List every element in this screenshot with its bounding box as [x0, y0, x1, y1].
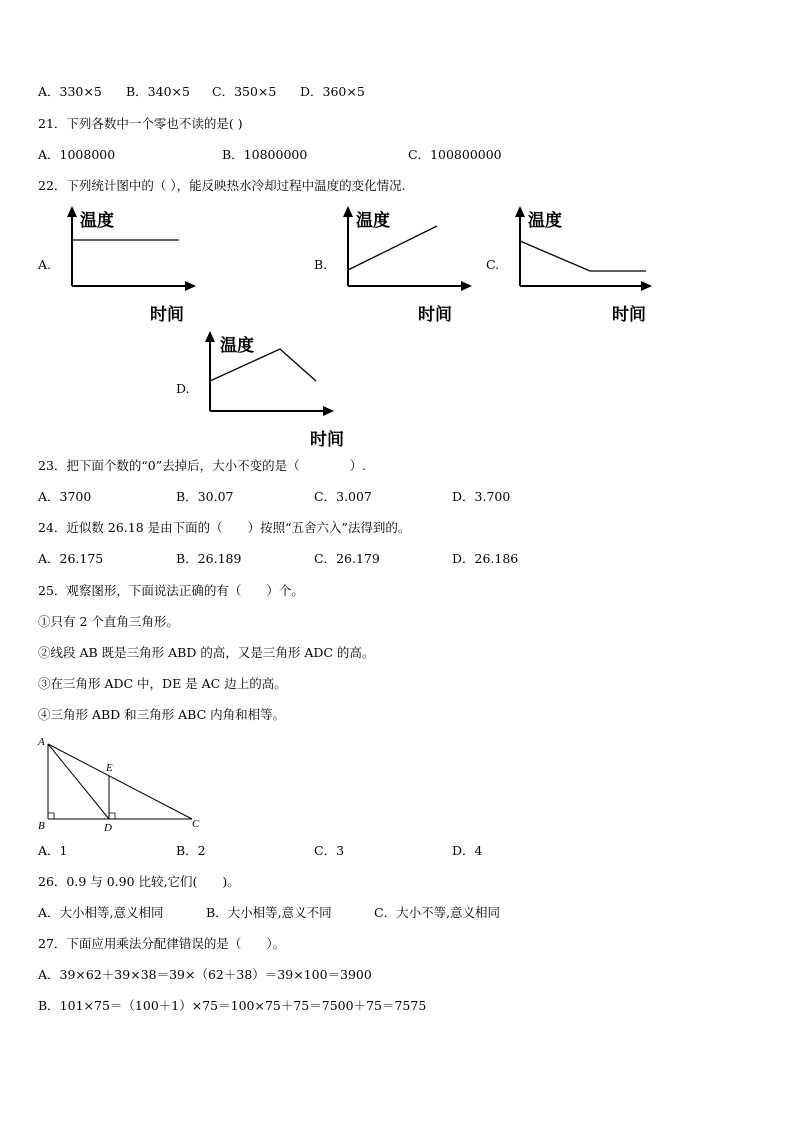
- q24-stem: 24．近似数 26.18 是由下面的（ ）按照“五舍六入”法得到的。: [38, 520, 411, 535]
- q26-option-a: A．大小相等,意义相同: [38, 905, 164, 920]
- q21-option-c: C．100800000: [408, 147, 502, 162]
- q25-statement-3: ③在三角形 ADC 中，DE 是 AC 边上的高。: [38, 676, 287, 691]
- q27-option-b: B．101×75＝（100＋1）×75＝100×75＋75＝7500＋75＝7575: [38, 998, 427, 1013]
- q25-option-d: D．4: [452, 843, 483, 858]
- q24-option-d: D．26.186: [452, 551, 519, 566]
- q22-graph-c-y-axis-label: 温度: [528, 211, 562, 231]
- q22-graph-label-d: D.: [176, 381, 190, 396]
- q23-option-c: C．3.007: [314, 489, 372, 504]
- q27-stem: 27．下面应用乘法分配律错误的是（ ）。: [38, 936, 286, 951]
- q25-triangle-figure: [36, 734, 211, 834]
- q20-option-a: A．330×5: [38, 84, 102, 99]
- q22-graph-a: [60, 204, 200, 326]
- q22-graph-label-c: C.: [486, 257, 500, 272]
- q22-graph-a-x-axis-label: 时间: [150, 305, 184, 325]
- q25-statement-4: ④三角形 ABD 和三角形 ABC 内角和相等。: [38, 707, 286, 722]
- q24-option-a: A．26.175: [38, 551, 104, 566]
- q22-graph-label-b: B.: [314, 257, 328, 272]
- q26-stem: 26．0.9 与 0.90 比较,它们( )。: [38, 874, 240, 889]
- q22-stem: 22．下列统计图中的（ ），能反映热水冷却过程中温度的变化情况.: [38, 178, 406, 193]
- q26-option-c: C．大小不等,意义相同: [374, 905, 501, 920]
- point-label-b: B: [38, 820, 45, 832]
- q20-option-d: D．360×5: [300, 84, 365, 99]
- q22-graph-c-x-axis-label: 时间: [612, 305, 646, 325]
- q24-option-c: C．26.179: [314, 551, 380, 566]
- point-label-c: C: [192, 818, 200, 830]
- q20-option-c: C．350×5: [212, 84, 277, 99]
- q25-option-b: B．2: [176, 843, 206, 858]
- q22-graph-d-x-axis-label: 时间: [310, 430, 344, 450]
- q22-graph-d-y-axis-label: 温度: [220, 336, 254, 356]
- q24-option-b: B．26.189: [176, 551, 242, 566]
- q22-graph-b-y-axis-label: 温度: [356, 211, 390, 231]
- q27-option-a: A．39×62＋39×38＝39×（62＋38）＝39×100＝3900: [38, 967, 372, 982]
- q22-graph-b-x-axis-label: 时间: [418, 305, 452, 325]
- q25-option-c: C．3: [314, 843, 345, 858]
- q22-graph-a-y-axis-label: 温度: [80, 211, 114, 231]
- q21-stem: 21．下列各数中一个零也不读的是( ): [38, 116, 243, 131]
- q25-statement-2: ②线段 AB 既是三角形 ABD 的高，又是三角形 ADC 的高。: [38, 645, 375, 660]
- q23-option-d: D．3.700: [452, 489, 511, 504]
- q20-option-b: B．340×5: [126, 84, 190, 99]
- q22-graph-d: [198, 329, 348, 451]
- q22-graph-c: [508, 204, 658, 326]
- q26-option-b: B．大小相等,意义不同: [206, 905, 332, 920]
- q23-option-a: A．3700: [38, 489, 92, 504]
- q22-graph-b: [336, 204, 476, 326]
- point-label-d: D: [104, 822, 112, 834]
- q25-stem: 25．观察图形，下面说法正确的有（ ）个。: [38, 583, 304, 598]
- q22-graph-label-a: A.: [38, 257, 52, 272]
- q25-statement-1: ①只有 2 个直角三角形。: [38, 614, 179, 629]
- q23-option-b: B．30.07: [176, 489, 234, 504]
- point-label-a: A: [38, 736, 45, 748]
- q21-option-a: A．1008000: [38, 147, 116, 162]
- q23-stem: 23．把下面个数的“0”去掉后，大小不变的是（ ）.: [38, 458, 367, 473]
- q21-option-b: B．10800000: [222, 147, 308, 162]
- q25-option-a: A．1: [38, 843, 68, 858]
- point-label-e: E: [106, 762, 113, 774]
